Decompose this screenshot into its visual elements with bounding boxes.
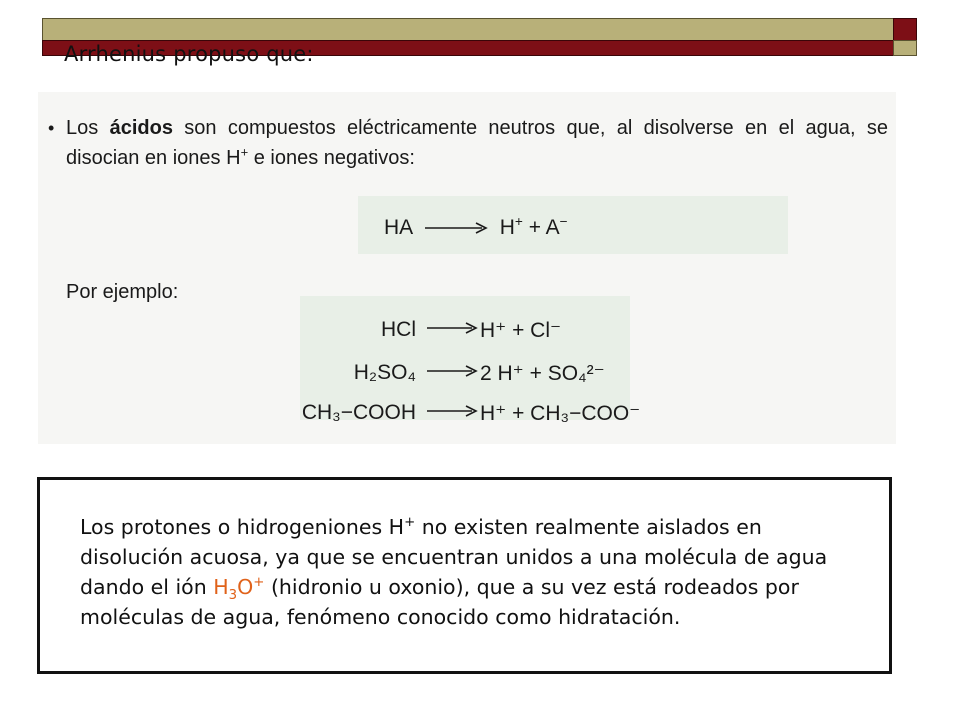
hydration-note-text	[80, 512, 870, 632]
header-bar-olive	[42, 18, 896, 42]
general-equation	[384, 216, 568, 240]
example-rhs: H⁺ + Cl⁻	[480, 319, 562, 342]
note-h-charge: +	[404, 515, 416, 531]
example-equation	[230, 401, 690, 431]
example-equation	[230, 318, 690, 348]
example-lhs: H₂SO₄	[353, 361, 416, 384]
note-part-2: no existen realmente aislados en disolución acuosa, ya que se encuentran unidos a una molécula de agua dando el ión	[80, 515, 828, 599]
paragraph-end: e iones negativos:	[248, 147, 415, 169]
example-rhs: H⁺ + CH₃−COO⁻	[480, 402, 641, 425]
slide-title: Arrhenius propuso que:	[64, 42, 314, 66]
equation-plus: +	[528, 216, 541, 239]
note-part-1: Los protones o hidrogeniones H	[80, 515, 405, 539]
example-rhs: 2 H⁺ + SO₄²⁻	[480, 362, 605, 385]
example-equation	[230, 361, 690, 391]
note-part-3: (hidronio u oxonio), que a su vez está rodeados por moléculas de agua, fenómeno conocido como hidratación.	[80, 575, 799, 629]
bullet-icon: •	[48, 118, 55, 138]
equation-lhs: HA	[384, 216, 413, 239]
equation-rhs-2-charge: −	[559, 214, 568, 229]
paragraph-bold-word: ácidos	[109, 117, 173, 139]
example-lhs: HCl	[381, 318, 416, 341]
paragraph-text	[66, 113, 888, 173]
reaction-arrow-icon	[426, 405, 478, 417]
arrhenius-paragraph	[48, 113, 888, 173]
reaction-arrow-icon	[424, 222, 488, 234]
hydronium-formula	[213, 575, 265, 604]
hydration-note-box	[37, 477, 892, 674]
reaction-arrow-icon	[426, 322, 478, 334]
example-lhs: CH₃−COOH	[301, 401, 416, 424]
header-square-olive	[893, 40, 917, 56]
paragraph-middle: son compuestos eléctricamente neutros que, al disolverse en el agua, se disocian en iones H	[66, 117, 889, 169]
equation-rhs-2: A	[545, 216, 560, 239]
equation-rhs-1: H	[499, 216, 515, 239]
example-label: Por ejemplo:	[66, 281, 179, 303]
equation-rhs-1-charge: +	[514, 214, 523, 229]
reaction-arrow-icon	[426, 365, 478, 377]
paragraph-start: Los	[66, 117, 110, 139]
hydronium-subscript: 3	[228, 588, 238, 604]
hydronium-h: H	[213, 575, 229, 599]
paragraph-superscript: +	[240, 144, 249, 160]
header-square-maroon	[893, 18, 917, 42]
hydronium-o: O	[237, 575, 254, 599]
hydronium-charge: +	[253, 575, 265, 591]
